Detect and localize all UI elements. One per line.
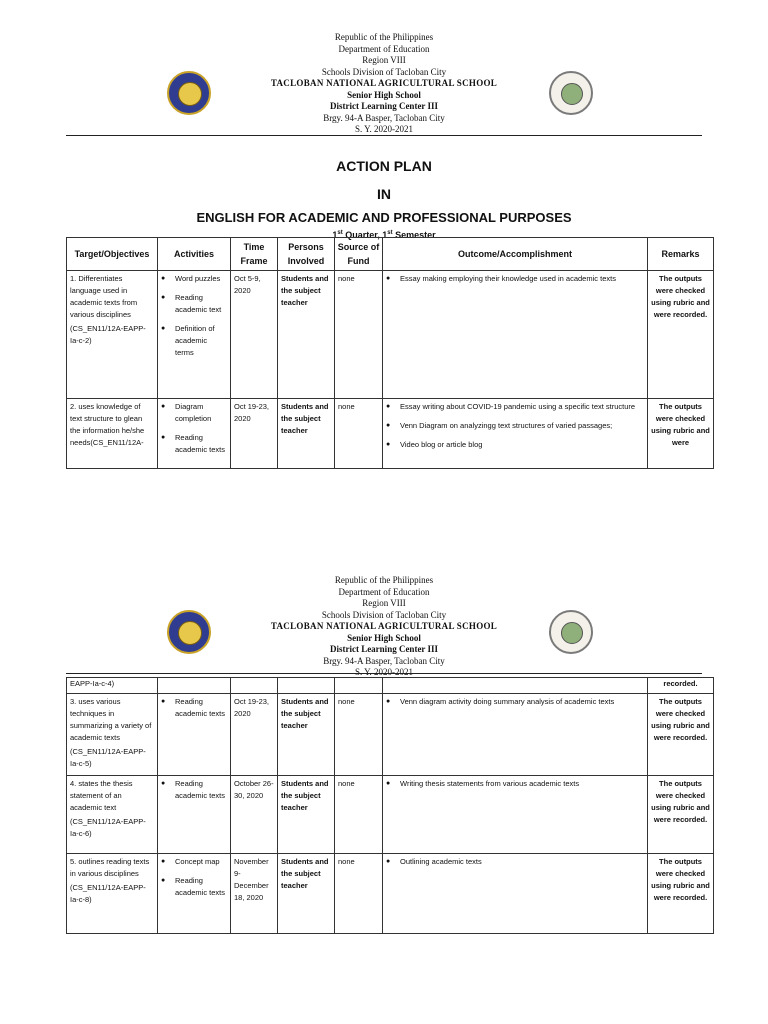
list-item: ● Reading academic texts [161, 875, 227, 899]
row-activities [158, 271, 231, 399]
list-item: ● Concept map [161, 856, 227, 868]
row-target: 4. states the thesis statement of an academic text (CS_EN11/12A-EAPP-Ia-c-6) [67, 776, 158, 854]
letterhead-line3: Region VIII [362, 598, 406, 608]
row-persons: Students and the subject teacher [278, 694, 335, 776]
table-row [67, 854, 714, 934]
col-activities: Activities [158, 238, 231, 271]
row-source: none [335, 399, 383, 469]
row-activities [158, 678, 231, 694]
letterhead-line1: Republic of the Philippines [334, 575, 434, 585]
letterhead [0, 575, 768, 679]
row-time: Oct 5-9, 2020 [231, 271, 278, 399]
row-persons: Students and the subject teacher [278, 776, 335, 854]
letterhead-line2: Department of Education [338, 43, 430, 54]
row-outcome [383, 854, 648, 934]
letterhead-dept: Senior High School [347, 89, 421, 100]
letterhead-line2: Department of Education [338, 586, 430, 597]
col-source: Source of Fund [335, 238, 383, 271]
row-outcome [383, 694, 648, 776]
row-activities [158, 694, 231, 776]
table-header-row [67, 238, 714, 271]
header-rule [66, 673, 702, 674]
row-activities [158, 776, 231, 854]
letterhead-center: District Learning Center III [329, 644, 439, 654]
row-source: none [335, 776, 383, 854]
letterhead-line4: Schools Division of Tacloban City [321, 66, 447, 77]
list-item: ● Essay writing about COVID-19 pandemic using a specific text structure [386, 401, 644, 413]
letterhead-address: Brgy. 94-A Basper, Tacloban City [323, 655, 445, 666]
row-activities [158, 854, 231, 934]
title-line2: IN [377, 186, 391, 202]
table-row [67, 399, 714, 469]
row-activities [158, 399, 231, 469]
row-time [231, 678, 278, 694]
row-target: 5. outlines reading texts in various disciplines (CS_EN11/12A-EAPP-Ia-c-8) [67, 854, 158, 934]
row-outcome [383, 271, 648, 399]
letterhead [0, 32, 768, 136]
col-persons: Persons Involved [278, 238, 335, 271]
letterhead-dept: Senior High School [347, 632, 421, 643]
list-item: ● Writing thesis statements from various academic texts [386, 778, 644, 790]
list-item: ● Reading academic texts [161, 432, 227, 456]
row-source: none [335, 271, 383, 399]
col-target: Target/Objectives [67, 238, 158, 271]
row-target: 1. Differentiates language used in academic texts from various disciplines (CS_EN11/12A-EAPP-Ia-c-2) [67, 271, 158, 399]
row-persons: Students and the subject teacher [278, 399, 335, 469]
letterhead-sy: S. Y. 2020-2021 [354, 667, 413, 677]
row-outcome [383, 678, 648, 694]
letterhead-center: District Learning Center III [329, 101, 439, 111]
row-source: none [335, 694, 383, 776]
row-target: 3. uses various techniques in summarizing a variety of academic texts (CS_EN11/12A-EAPP-Ia-c-5) [67, 694, 158, 776]
list-item: ● Word puzzles [161, 273, 227, 285]
letterhead-school: TACLOBAN NATIONAL AGRICULTURAL SCHOOL [270, 78, 498, 88]
row-time: Oct 19-23, 2020 [231, 399, 278, 469]
row-remarks: The outputs were checked using rubric and were recorded. [648, 694, 714, 776]
row-persons [278, 678, 335, 694]
title-line3: ENGLISH FOR ACADEMIC AND PROFESSIONAL PURPOSES [196, 210, 572, 225]
list-item: ● Reading academic text [161, 292, 227, 316]
row-target: EAPP-Ia-c-4) [67, 678, 158, 694]
list-item: ● Venn Diagram on analyzingg text structures of varied passages; [386, 420, 644, 432]
letterhead-line4: Schools Division of Tacloban City [321, 609, 447, 620]
row-persons: Students and the subject teacher [278, 271, 335, 399]
table-row [67, 271, 714, 399]
col-outcome: Outcome/Accomplishment [383, 238, 648, 271]
list-item: ● Video blog or article blog [386, 439, 644, 451]
letterhead-line1: Republic of the Philippines [334, 32, 434, 42]
list-item: ● Reading academic texts [161, 696, 227, 720]
list-item: ● Outlining academic texts [386, 856, 644, 868]
col-remarks: Remarks [648, 238, 714, 271]
row-source [335, 678, 383, 694]
row-persons: Students and the subject teacher [278, 854, 335, 934]
action-plan-table [66, 237, 714, 469]
action-plan-table-continued [66, 677, 714, 934]
row-time: November 9-December 18, 2020 [231, 854, 278, 934]
letterhead-address: Brgy. 94-A Basper, Tacloban City [323, 112, 445, 123]
row-outcome [383, 776, 648, 854]
table-row [67, 694, 714, 776]
row-outcome [383, 399, 648, 469]
row-remarks: The outputs were checked using rubric and were recorded. [648, 271, 714, 399]
list-item: ● Definition of academic terms [161, 323, 227, 359]
header-rule [66, 135, 702, 136]
letterhead-sy: S. Y. 2020-2021 [354, 124, 413, 134]
list-item: ● Venn diagram activity doing summary analysis of academic texts [386, 696, 644, 708]
document-title [0, 156, 768, 241]
title-subtitle: 1st Quarter, 1st Semester [332, 230, 436, 240]
row-remarks: recorded. [648, 678, 714, 694]
list-item: ● Essay making employing their knowledge used in academic texts [386, 273, 644, 285]
col-time: Time Frame [231, 238, 278, 271]
row-time: October 26-30, 2020 [231, 776, 278, 854]
row-time: Oct 19-23, 2020 [231, 694, 278, 776]
list-item: ● Diagram completion [161, 401, 227, 425]
row-remarks: The outputs were checked using rubric and were recorded. [648, 776, 714, 854]
row-remarks: The outputs were checked using rubric and were recorded. [648, 854, 714, 934]
row-remarks: The outputs were checked using rubric and were [648, 399, 714, 469]
table-row [67, 776, 714, 854]
list-item: ● Reading academic texts [161, 778, 227, 802]
table-row [67, 678, 714, 694]
letterhead-school: TACLOBAN NATIONAL AGRICULTURAL SCHOOL [270, 621, 498, 631]
title-line1: ACTION PLAN [336, 158, 432, 174]
letterhead-line3: Region VIII [362, 55, 406, 65]
row-source: none [335, 854, 383, 934]
row-target: 2. uses knowledge of text structure to glean the information he/she needs(CS_EN11/12A- [67, 399, 158, 469]
